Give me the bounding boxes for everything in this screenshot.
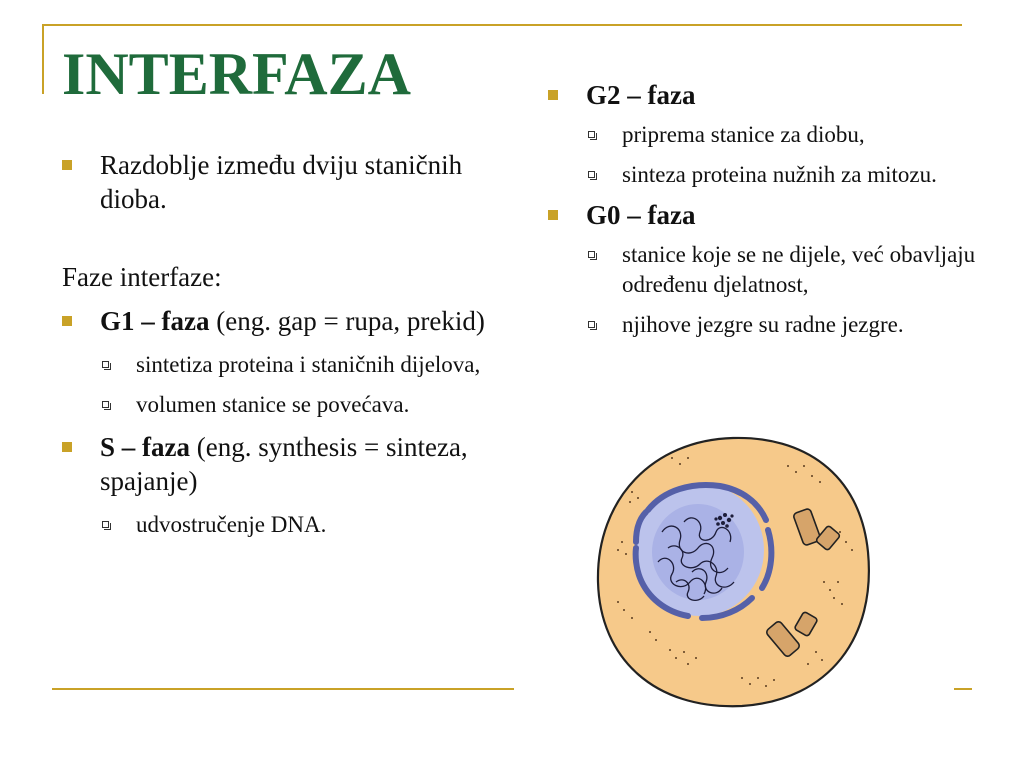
square-bullet-icon [62, 442, 72, 452]
s-sub-text: udvostručenje DNA. [136, 512, 327, 537]
left-frame-line [42, 24, 44, 94]
left-column [62, 148, 502, 540]
hollow-square-bullet-icon [588, 251, 595, 258]
g0-sub-text: stanice koje se ne dijele, već obavljaju određenu djelatnost, [622, 242, 976, 297]
g2-sub-item [548, 160, 988, 190]
g2-name: G2 – faza [586, 80, 696, 110]
cell-interphase-figure [592, 432, 874, 712]
g1-sub-item [62, 390, 502, 420]
g1-sub-item [62, 350, 502, 380]
g1-sub-text: volumen stanice se povećava. [136, 392, 410, 417]
hollow-square-bullet-icon [102, 401, 109, 408]
phases-label: Faze interfaze: [62, 262, 222, 292]
g0-sub-item [548, 310, 988, 340]
g2-sub-item [548, 120, 988, 150]
g0-bullet [548, 198, 988, 232]
g2-bullet [548, 78, 988, 112]
bottom-frame-line-left [52, 688, 514, 690]
bottom-frame-line-right [954, 688, 972, 690]
square-bullet-icon [62, 316, 72, 326]
square-bullet-icon [62, 160, 72, 170]
s-sub-item [62, 510, 502, 540]
hollow-square-bullet-icon [588, 131, 595, 138]
right-column [548, 78, 988, 340]
square-bullet-icon [548, 210, 558, 220]
g0-name: G0 – faza [586, 200, 696, 230]
g2-sub-text: priprema stanice za diobu, [622, 122, 865, 147]
s-name: S – faza [100, 432, 190, 462]
g0-sub-item [548, 240, 988, 300]
g1-sub-text: sintetiza proteina i staničnih dijelova, [136, 352, 481, 377]
cell-interphase-icon [592, 432, 874, 712]
hollow-square-bullet-icon [102, 361, 109, 368]
intro-text: Razdoblje između dviju staničnih dioba. [100, 150, 463, 214]
hollow-square-bullet-icon [588, 171, 595, 178]
slide-title: INTERFAZA [62, 41, 411, 107]
square-bullet-icon [548, 90, 558, 100]
intro-bullet [62, 148, 502, 216]
g1-name: G1 – faza [100, 306, 210, 336]
top-frame-line [42, 24, 962, 26]
g2-sub-text: sinteza proteina nužnih za mitozu. [622, 162, 937, 187]
s-bullet [62, 430, 502, 498]
g1-bullet [62, 304, 502, 338]
hollow-square-bullet-icon [588, 321, 595, 328]
s-desc: (eng. synthesis = sinteza, spajanje) [100, 432, 468, 496]
hollow-square-bullet-icon [102, 521, 109, 528]
g1-desc: (eng. gap = rupa, prekid) [209, 306, 485, 336]
g0-sub-text: njihove jezgre su radne jezgre. [622, 312, 904, 337]
